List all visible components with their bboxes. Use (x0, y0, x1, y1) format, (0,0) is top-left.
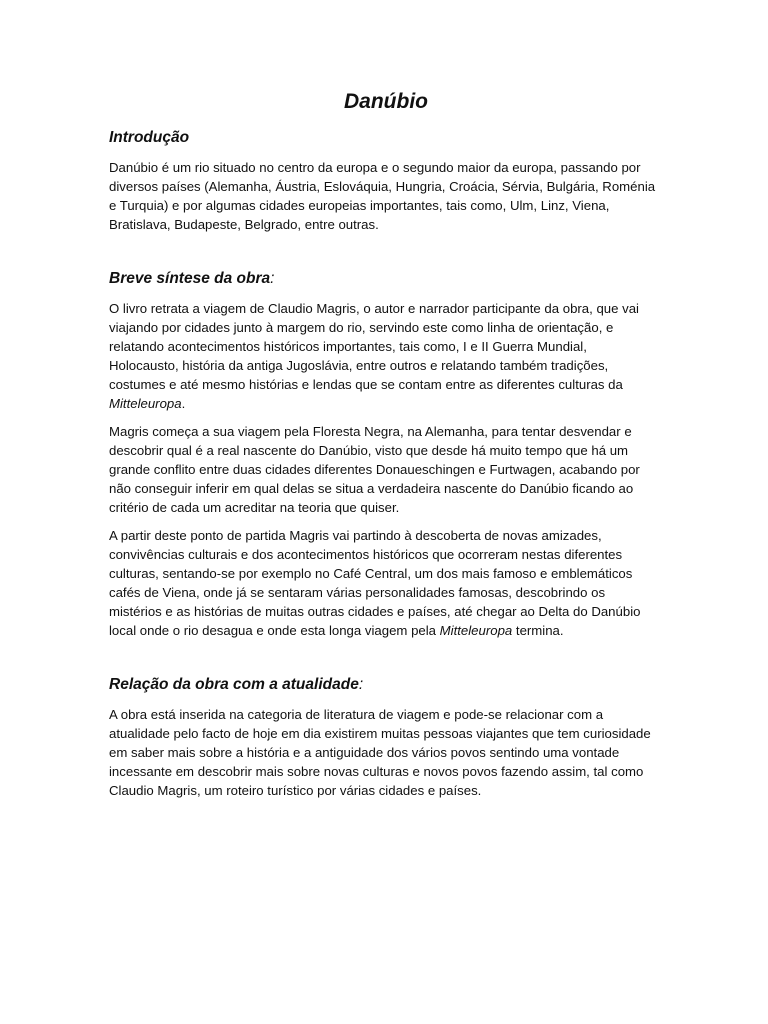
heading-text: Relação da obra com a atualidade (109, 676, 359, 693)
paragraph-sintese-2: Magris começa a sua viagem pela Floresta Negra, na Alemanha, para tentar desvendar e descobrir qual é a real nascente do Danúbio, visto que desde há muito tempo que há um grande conflito entre duas cidades diferentes Donaueschingen e Furtwagen, acabando por não conseguir inferir em qual delas se situa a verdadeira nascente do Danúbio ficando ao critério de cada um acreditar na teoria que quiser. (109, 424, 640, 515)
heading-colon: : (270, 270, 275, 287)
section-sintese (109, 269, 659, 640)
paragraph-text: termina. (512, 623, 564, 638)
section-heading-sintese (109, 269, 659, 289)
paragraph-text: A partir deste ponto de partida Magris vai partindo à descoberta de novas amizades, convivências culturais e dos acontecimentos históricos que ocorreram nestas diferentes culturas, sentando-se por exemplo no Café Central, um dos mais famoso e emblemáticos cafés de Viena, onde já se sentaram várias personalidades famosas, descobrindo os mistérios e as histórias de muitas outras cidades e países, até chegar ao Delta do Danúbio local onde o rio desagua e onde esta longa viagem pela (109, 528, 641, 638)
section-introducao (109, 128, 659, 234)
document-body (109, 88, 659, 809)
section-heading-atualidade (109, 675, 659, 695)
paragraph-sintese-1 (109, 299, 659, 413)
section-spacer (109, 243, 659, 269)
heading-text: Breve síntese da obra (109, 270, 271, 287)
italic-term: Mitteleuropa (109, 396, 182, 411)
paragraph-text: O livro retrata a viagem de Claudio Magris, o autor e narrador participante da obra, que vai viajando por cidades junto à margem do rio, servindo este como linha de orientação, e relatando acontecimentos históricos importantes, tais como, I e II Guerra Mundial, Holocausto, história da antiga Jugoslávia, entre outros e relatando também tradições, costumes e até mesmo histórias e lendas que se contam entre as diferentes culturas da (109, 301, 639, 392)
italic-term: Mitteleuropa (439, 623, 513, 638)
paragraph-text: . (181, 396, 186, 411)
section-spacer (109, 649, 659, 675)
heading-text: Introdução (109, 129, 190, 146)
section-atualidade (109, 675, 659, 800)
heading-colon: : (358, 676, 364, 693)
section-heading-introducao (109, 128, 659, 148)
paragraph-atualidade: A obra está inserida na categoria de literatura de viagem e pode-se relacionar com a atualidade pelo facto de hoje em dia existirem muitas pessoas viajantes que tem curiosidade em saber mais sobre a história e a antiguidade dos vários povos sentindo uma vontade incessante em descobrir mais sobre novas culturas e novos povos fazendo assim, tal como Claudio Magris, um roteiro turístico por várias cidades e países. (109, 707, 651, 798)
paragraph-introducao: Danúbio é um rio situado no centro da europa e o segundo maior da europa, passando por diversos países (Alemanha, Áustria, Eslováquia, Hungria, Croácia, Sérvia, Bulgária, Roménia e Turquia) e por algumas cidades europeias importantes, tais como, Ulm, Linz, Viena, Bratislava, Budapeste, Belgrado, entre outras. (109, 160, 656, 232)
paragraph-sintese-3 (109, 526, 659, 640)
document-title: Danúbio (344, 90, 428, 113)
